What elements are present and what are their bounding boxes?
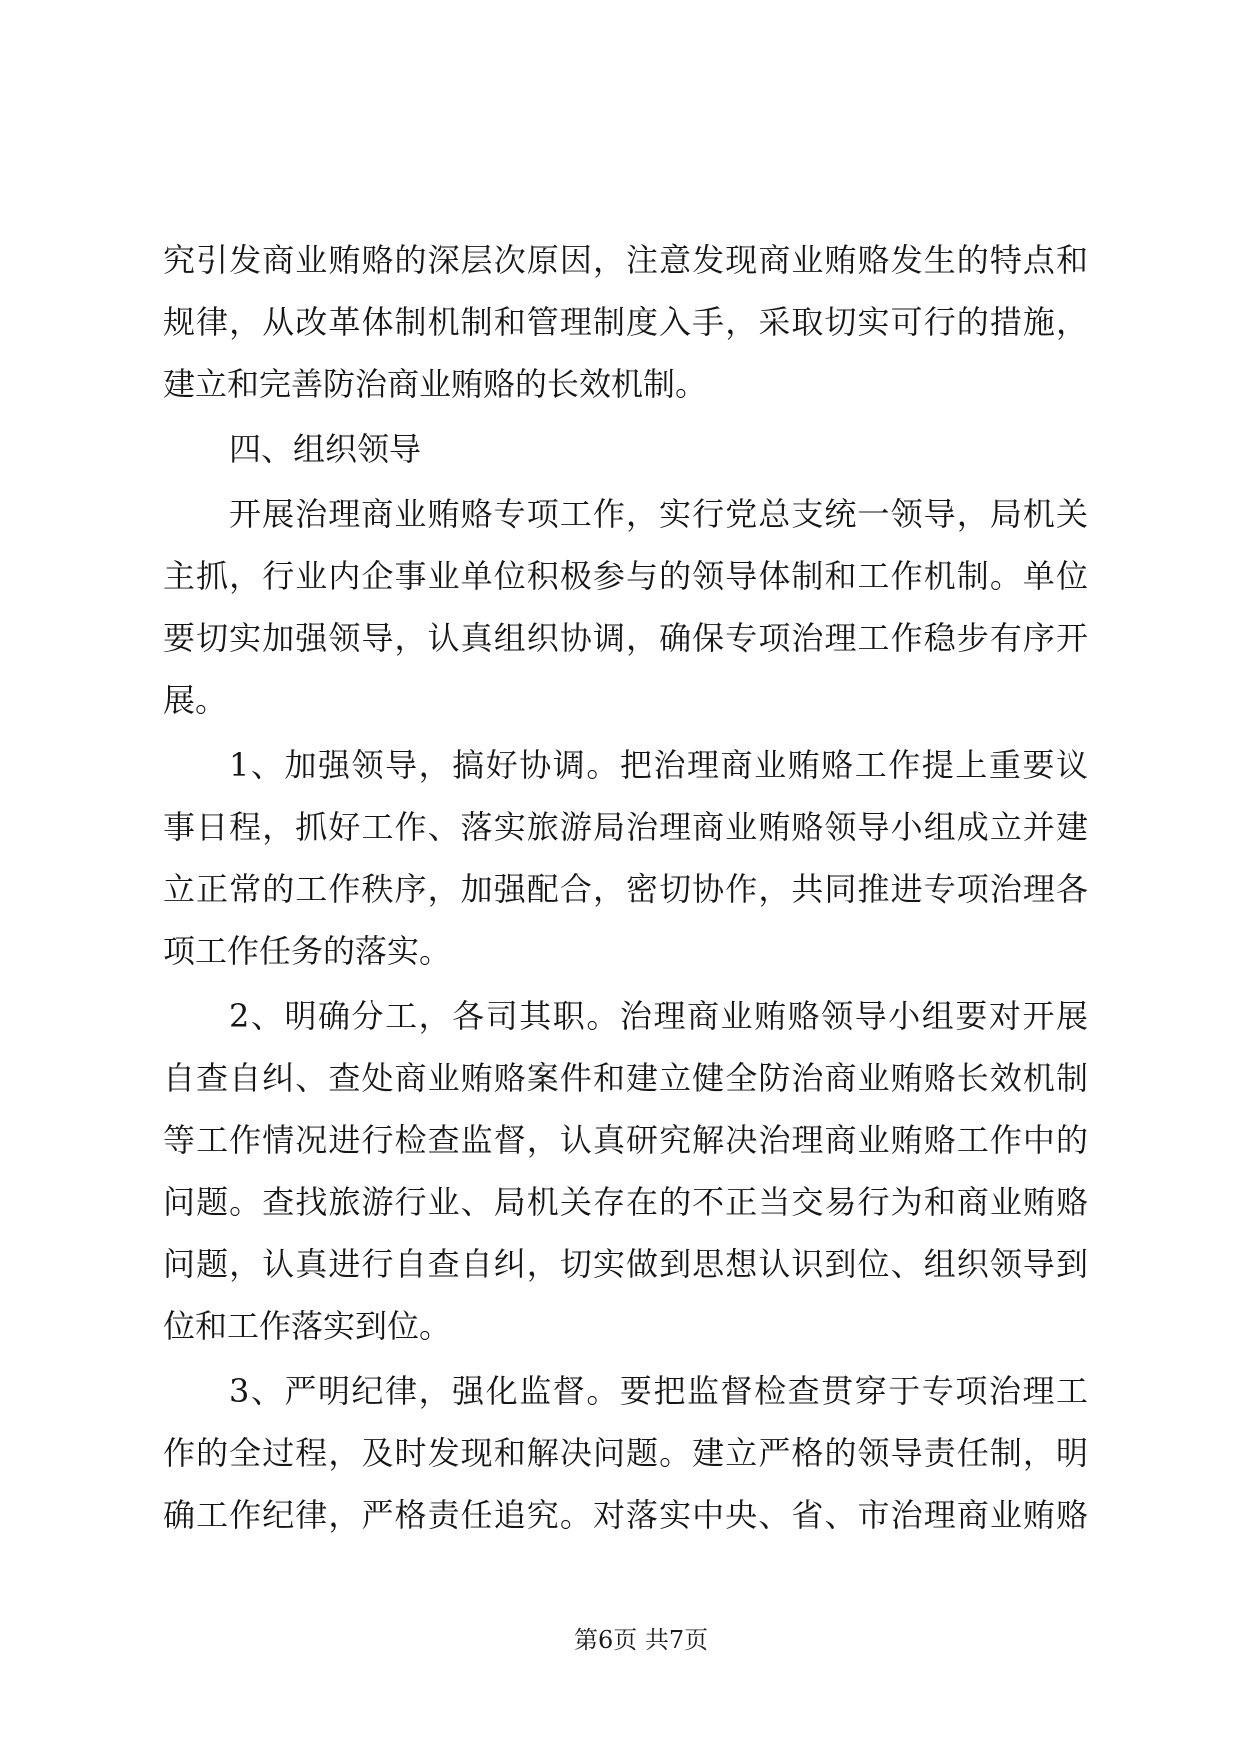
numbered-paragraph-1	[163, 734, 1088, 982]
text-line: 究引发商业贿赂的深层次原因，注意发现商业贿赂发生的特点和	[163, 241, 1088, 279]
paragraph-continuation	[163, 229, 1088, 415]
document-body	[163, 229, 1088, 1546]
text-line: 主抓，行业内企事业单位积极参与的领导体制和工作机制。单位	[163, 557, 1088, 595]
text-line: 1、加强领导，搞好协调。把治理商业贿赂工作提上重要议	[229, 746, 1088, 784]
numbered-paragraph-3	[163, 1360, 1088, 1546]
text-line: 开展治理商业贿赂专项工作，实行党总支统一领导，局机关	[229, 495, 1088, 533]
text-line: 项工作任务的落实。	[163, 932, 452, 970]
text-line: 立正常的工作秩序，加强配合，密切协作，共同推进专项治理各	[163, 870, 1088, 908]
numbered-paragraph-2	[163, 985, 1088, 1357]
text-line: 问题，认真进行自查自纠，切实做到思想认识到位、组织领导到	[163, 1245, 1088, 1283]
page-number-footer: 第6页 共7页	[574, 1626, 709, 1654]
text-line: 规律，从改革体制机制和管理制度入手，采取切实可行的措施，	[163, 303, 1088, 341]
text-line: 事日程，抓好工作、落实旅游局治理商业贿赂领导小组成立并建	[163, 808, 1088, 846]
section-heading-text: 四、组织领导	[229, 430, 422, 468]
text-line: 位和工作落实到位。	[163, 1307, 452, 1345]
text-line: 等工作情况进行检查监督，认真研究解决治理商业贿赂工作中的	[163, 1121, 1088, 1159]
text-line: 自查自纠、查处商业贿赂案件和建立健全防治商业贿赂长效机制	[163, 1059, 1088, 1097]
text-line: 要切实加强领导，认真组织协调，确保专项治理工作稳步有序开	[163, 619, 1088, 657]
text-line: 建立和完善防治商业贿赂的长效机制。	[163, 365, 708, 403]
section-heading	[163, 418, 1088, 480]
text-line: 展。	[163, 681, 228, 719]
text-line: 2、明确分工，各司其职。治理商业贿赂领导小组要对开展	[229, 997, 1088, 1035]
text-line: 3、严明纪律，强化监督。要把监督检查贯穿于专项治理工	[229, 1372, 1088, 1410]
text-line: 问题。查找旅游行业、局机关存在的不正当交易行为和商业贿赂	[163, 1183, 1088, 1221]
text-line: 作的全过程，及时发现和解决问题。建立严格的领导责任制，明	[163, 1434, 1088, 1472]
text-line: 确工作纪律，严格责任追究。对落实中央、省、市治理商业贿赂	[163, 1496, 1088, 1534]
paragraph	[163, 483, 1088, 731]
